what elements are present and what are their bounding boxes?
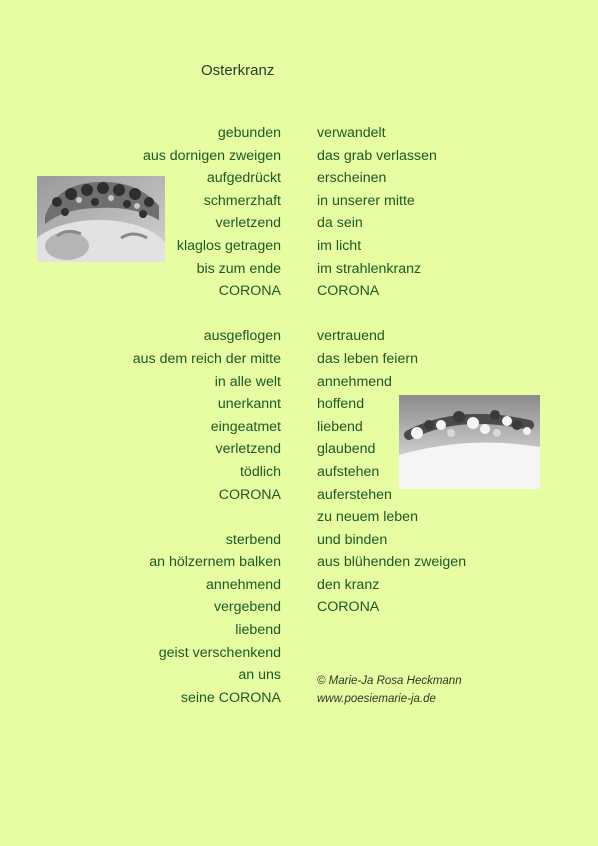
poem-line: seine CORONA: [180, 689, 281, 706]
poem-line: CORONA: [218, 283, 281, 300]
poem-line: CORONA: [317, 283, 380, 300]
crown-of-thorns-photo: [37, 176, 165, 262]
poem-line: an hölzernem balken: [149, 554, 281, 571]
poem-line: in alle welt: [214, 373, 281, 390]
poem-line: annehmend: [206, 576, 281, 593]
poem-line: bis zum ende: [196, 260, 281, 277]
website-link[interactable]: www.poesiemarie-ja.de: [317, 693, 436, 705]
poem-line: klaglos getragen: [176, 237, 281, 254]
poem-line: glaubend: [317, 441, 376, 458]
poem-line: auferstehen: [317, 486, 392, 503]
poem-line: vertrauend: [317, 328, 385, 345]
poem-line: erscheinen: [317, 170, 387, 187]
poem-line: annehmend: [317, 373, 392, 390]
poem-line: ausgeflogen: [203, 328, 281, 345]
poem-line: das grab verlassen: [317, 147, 437, 164]
poem-line: liebend: [317, 418, 363, 435]
poem-title: Osterkranz: [201, 62, 275, 79]
poem-line: da sein: [317, 215, 363, 232]
poem-line: aus dornigen zweigen: [142, 147, 281, 164]
poem-line: CORONA: [218, 486, 281, 503]
right-column: [317, 122, 466, 619]
flower-wreath-photo: [399, 395, 540, 489]
poem-line: das leben feiern: [317, 350, 418, 367]
poem-line: hoffend: [317, 396, 365, 413]
poem-line: vergebend: [213, 599, 281, 616]
poem-line: eingeatmet: [210, 418, 281, 435]
poem-line: tödlich: [239, 463, 281, 480]
poem-line: CORONA: [317, 599, 380, 616]
poem-line: aus dem reich der mitte: [132, 350, 281, 367]
poem-line: an uns: [238, 667, 281, 684]
poem-line: geist verschenkend: [158, 644, 281, 661]
poem-line: den kranz: [317, 576, 380, 593]
poem-line: aufgedrückt: [206, 170, 281, 187]
poem-line: und binden: [317, 531, 388, 548]
poem-line: zu neuem leben: [317, 509, 418, 526]
poem-line: aufstehen: [317, 463, 380, 480]
poem-line: verletzend: [215, 215, 281, 232]
poem-line: verletzend: [215, 441, 281, 458]
poem-line: schmerzhaft: [203, 192, 281, 209]
poem-line: unerkannt: [217, 396, 281, 413]
poem-line: verwandelt: [317, 125, 386, 141]
poem-line: aus blühenden zweigen: [317, 554, 467, 571]
poem-line: liebend: [235, 622, 281, 639]
poem-line: im strahlenkranz: [317, 260, 422, 277]
poem-line: in unserer mitte: [317, 192, 415, 209]
author-credit: © Marie-Ja Rosa Heckmann: [317, 675, 462, 687]
poem-line: sterbend: [225, 531, 281, 548]
copyright-notice: [317, 672, 462, 708]
poem-line: gebunden: [217, 125, 281, 141]
poem-line: im licht: [317, 237, 362, 254]
